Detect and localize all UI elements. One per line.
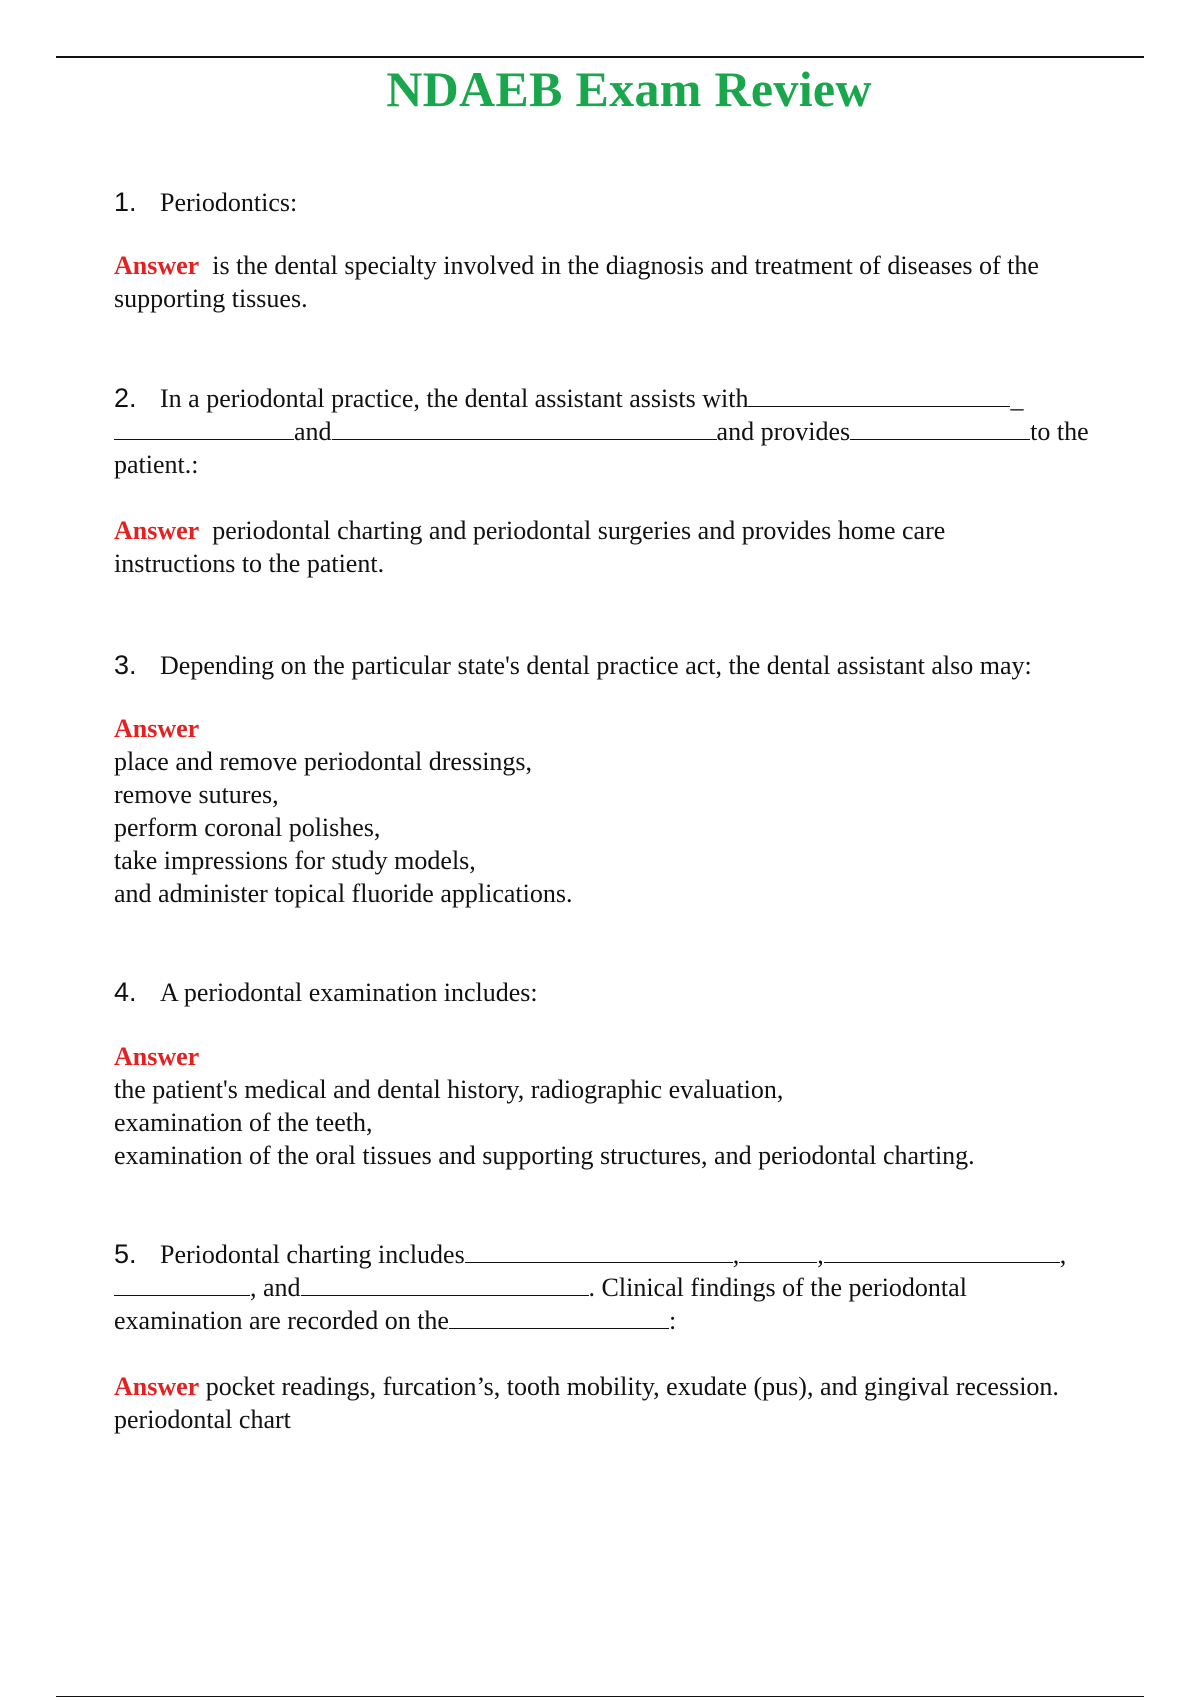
answer-label: Answer — [114, 251, 200, 280]
fill-blank — [114, 415, 294, 440]
question-3 — [114, 648, 1032, 683]
question-text: Depending on the particular state's dental practice act, the dental assistant also may: — [160, 651, 1032, 680]
answer-label: Answer — [114, 1372, 200, 1401]
answer-3 — [114, 712, 1124, 910]
answer-1 — [114, 249, 1124, 315]
answer-text: pocket readings, furcation’s, tooth mobility, exudate (pus), and gingival recession. — [205, 1372, 1059, 1401]
question-number: 1. — [114, 187, 137, 217]
question-4 — [114, 975, 538, 1010]
question-text: , — [732, 1240, 740, 1269]
question-text: . Clinical findings of the periodontal — [588, 1273, 967, 1302]
fill-blank — [114, 1271, 250, 1296]
question-text: and — [294, 417, 332, 446]
fill-blank — [824, 1238, 1060, 1263]
question-text: _ — [1010, 384, 1024, 413]
answer-text-cont: supporting tissues. — [114, 284, 308, 313]
question-number: 2. — [114, 383, 137, 413]
fill-blank — [465, 1238, 733, 1263]
question-text: Periodontal charting includes — [160, 1240, 465, 1269]
page-title: NDAEB Exam Review — [386, 61, 872, 117]
answer-label: Answer — [114, 714, 200, 743]
answer-line: remove sutures, — [114, 780, 279, 809]
fill-blank — [748, 382, 1010, 407]
fill-blank — [301, 1271, 589, 1296]
answer-2 — [114, 514, 1124, 580]
question-text: to the — [1030, 417, 1089, 446]
answer-text: is the dental specialty involved in the diagnosis and treatment of diseases of the — [212, 251, 1039, 280]
question-text: examination are recorded on the — [114, 1306, 449, 1335]
fill-blank — [332, 415, 717, 440]
question-5 — [114, 1238, 1124, 1337]
answer-line: perform coronal polishes, — [114, 813, 381, 842]
question-1 — [114, 185, 297, 220]
answer-line: and administer topical fluoride applications. — [114, 879, 573, 908]
answer-5 — [114, 1370, 1124, 1436]
answer-label: Answer — [114, 1042, 200, 1071]
fill-blank — [739, 1238, 817, 1263]
fill-blank — [850, 415, 1030, 440]
question-number: 3. — [114, 650, 137, 680]
top-rule — [56, 56, 1144, 58]
question-text: In a periodontal practice, the dental assistant assists with — [160, 384, 749, 413]
answer-text-cont: periodontal chart — [114, 1405, 291, 1434]
answer-line: take impressions for study models, — [114, 846, 476, 875]
question-number: 4. — [114, 977, 137, 1007]
bottom-rule — [56, 1696, 1144, 1697]
question-number: 5. — [114, 1239, 137, 1269]
question-text: patient.: — [114, 450, 199, 479]
question-text: Periodontics: — [160, 188, 298, 217]
answer-line: examination of the oral tissues and supporting structures, and periodontal charting. — [114, 1141, 975, 1170]
answer-4 — [114, 1040, 1124, 1172]
answer-label: Answer — [114, 516, 200, 545]
question-text: : — [668, 1306, 677, 1335]
question-text: , — [1059, 1240, 1067, 1269]
question-text: and provides — [716, 417, 851, 446]
answer-line: place and remove periodontal dressings, — [114, 747, 533, 776]
fill-blank — [449, 1304, 669, 1329]
answer-line: examination of the teeth, — [114, 1108, 373, 1137]
answer-text: periodontal charting and periodontal surgeries and provides home care — [212, 516, 946, 545]
question-text: , and — [250, 1273, 301, 1302]
answer-text-cont: instructions to the patient. — [114, 549, 385, 578]
question-text: A periodontal examination includes: — [160, 978, 538, 1007]
question-text: , — [817, 1240, 824, 1269]
question-2 — [114, 382, 1124, 481]
answer-line: the patient's medical and dental history, radiographic evaluation, — [114, 1075, 784, 1104]
